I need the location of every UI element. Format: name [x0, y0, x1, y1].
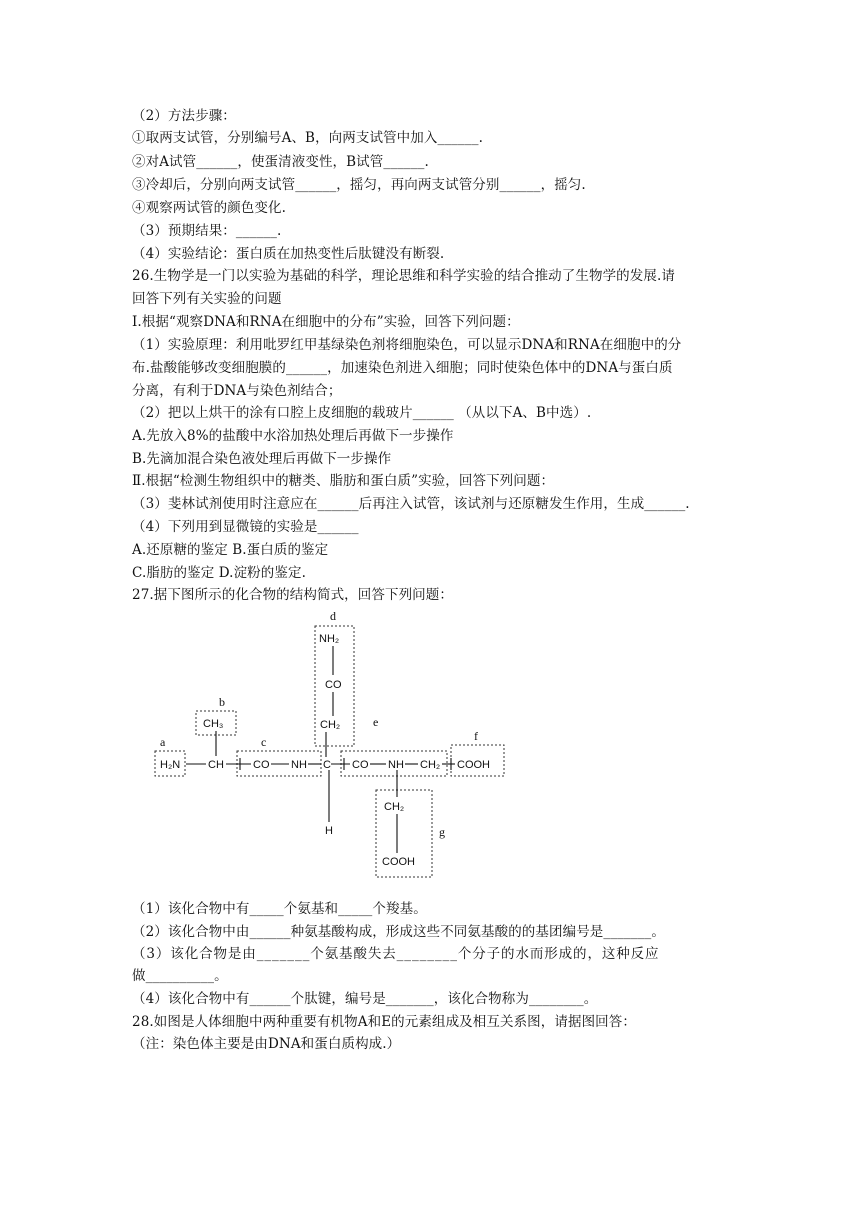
text-line: ②对A试管______，使蛋清液变性，B试管______.: [132, 154, 429, 170]
text-line: （2）方法步骤：: [132, 108, 236, 124]
text-line: C.脂肪的鉴定 D.淀粉的鉴定.: [132, 565, 306, 581]
text-line: （4）下列用到显微镜的实验是______: [132, 519, 359, 535]
text-line: Ⅰ.根据“观察DNA和RNA在细胞中的分布”实验，回答下列问题：: [132, 314, 520, 330]
text-line: （3）预期结果：______.: [132, 223, 282, 239]
text-line: A.先放入8%的盐酸中水浴加热处理后再做下一步操作: [132, 428, 454, 444]
group-co-1: CO: [253, 759, 270, 771]
text-line: （1）该化合物中有_____个氨基和_____个羧基。: [132, 901, 427, 917]
group-ch-1: CH: [208, 759, 224, 771]
text-line: （1）实验原理：利用吡罗红甲基绿染色剂将细胞染色，可以显示DNA和RNA在细胞中的分: [132, 337, 682, 353]
label-e: e: [373, 715, 379, 729]
label-f: f: [474, 729, 478, 743]
text-line: B.先滴加混合染色液处理后再做下一步操作: [132, 451, 392, 467]
text-line: （3）斐林试剂使用时注意应在______后再注入试管，该试剂与还原糖发生作用，生成______.: [132, 496, 690, 512]
label-c: c: [261, 735, 267, 749]
text-line: 26.生物学是一门以实验为基础的科学，理论思维和科学实验的结合推动了生物学的发展.请: [132, 268, 675, 284]
text-line: 布.盐酸能够改变细胞膜的______，加速染色剂进入细胞；同时使染色体中的DNA与蛋白质: [132, 360, 673, 376]
text-line: 回答下列有关实验的问题: [132, 291, 282, 307]
group-co-2: CO: [352, 759, 369, 771]
text-line: 做__________。: [132, 968, 228, 984]
text-line: （4）该化合物中有______个肽键，编号是_______，该化合物称为________。: [132, 991, 598, 1007]
text-line: 27.据下图所示的化合物的结构简式，回答下列问题：: [132, 587, 453, 603]
label-d: d: [330, 609, 336, 623]
group-cooh-g: COOH: [382, 856, 415, 868]
text-line: ④观察两试管的颜色变化.: [132, 200, 286, 216]
group-nh-1: NH: [291, 759, 307, 771]
label-a: a: [160, 735, 166, 749]
text-line: （注：染色体主要是由DNA和蛋白质构成.）: [132, 1036, 401, 1052]
group-ch2-side: CH₂: [320, 719, 341, 731]
text-line: （3）该化合物是由_______个氨基酸失去________个分子的水而形成的，这种反应: [132, 946, 660, 962]
group-h-bottom: H: [325, 825, 333, 837]
group-cooh-end: COOH: [457, 759, 490, 771]
text-line: Ⅱ.根据“检测生物组织中的糖类、脂肪和蛋白质”实验，回答下列问题：: [132, 473, 555, 489]
group-ch2-g: CH₂: [384, 801, 405, 813]
bond-lines: [186, 646, 455, 853]
group-ch3: CH₃: [203, 718, 224, 730]
text-line: （2）该化合物中由______种氨基酸构成，形成这些不同氨基酸的的基团编号是_______。: [132, 924, 665, 940]
label-b: b: [219, 695, 225, 709]
group-nh-2: NH: [388, 759, 404, 771]
text-line: 28.如图是人体细胞中两种重要有机物A和E的元素组成及相互关系图，请据图回答：: [132, 1014, 636, 1030]
group-nh2: NH₂: [319, 633, 340, 645]
group-c-center: C: [323, 759, 331, 771]
group-h2n: H₂N: [160, 759, 181, 771]
text-line: 分离，有利于DNA与染色剂结合；: [132, 383, 342, 399]
text-line: （4）实验结论：蛋白质在加热变性后肽键没有断裂.: [132, 246, 445, 262]
text-line: ①取两支试管，分别编号A、B，向两支试管中加入______.: [132, 130, 483, 146]
label-g: g: [439, 825, 445, 839]
text-line: （2）把以上烘干的涂有口腔上皮细胞的载玻片______ （从以下A、B中选）.: [132, 405, 592, 421]
text-line: ③冷却后，分别向两支试管______，摇匀，再向两支试管分别______，摇匀.: [132, 177, 586, 193]
text-line: A.还原糖的鉴定 B.蛋白质的鉴定: [132, 542, 329, 558]
group-ch2-chain: CH₂: [420, 759, 441, 771]
group-co-side: CO: [325, 679, 342, 691]
